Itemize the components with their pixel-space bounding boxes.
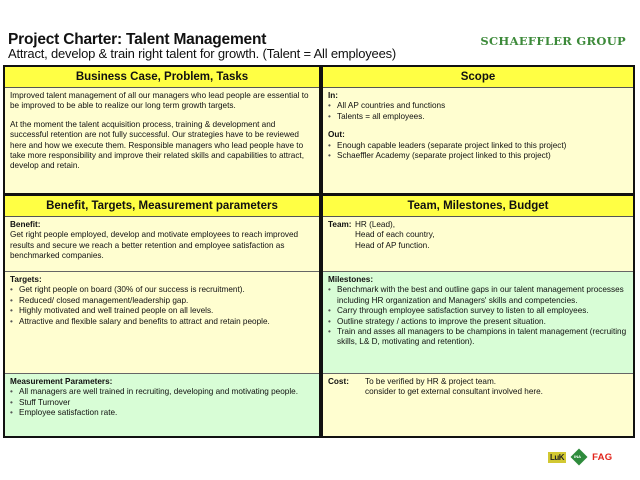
page-title: Project Charter: Talent Management: [8, 31, 267, 48]
cost-line: consider to get external consultant involved here.: [365, 387, 543, 397]
luk-logo: LuK: [550, 452, 565, 462]
ina-logo-text: INA: [574, 453, 582, 459]
target-item: • Attractive and flexible salary and benefits to attract and retain people.: [10, 317, 314, 327]
target-item: • Get right people on board (30% of our success is recruitment).: [10, 285, 314, 295]
scope-heading: Scope: [323, 67, 633, 88]
milestone-item: • Train and asses all managers to be champions in talent management (recruiting skills, L& D, motivating and retention).: [328, 327, 628, 348]
team-member: Head of each country,: [355, 230, 435, 240]
business-case-heading: Business Case, Problem, Tasks: [5, 67, 319, 88]
measurement-cell: [5, 374, 319, 436]
team-cell: [323, 217, 633, 271]
charter-grid: [3, 65, 635, 438]
target-item: • Reduced/ closed management/leadership gap.: [10, 296, 314, 306]
benefit-heading: Benefit, Targets, Measurement parameters: [5, 196, 319, 217]
milestone-item: • Outline strategy / actions to improve the present situation.: [328, 317, 628, 327]
scope-cell: [323, 88, 633, 193]
cost-line: To be verified by HR & project team.: [365, 377, 497, 386]
business-case-paragraph: Improved talent management of all our managers who lead people are essential to be improved to be able to realize our long term growth targets.: [10, 91, 309, 111]
fag-logo: FAG: [592, 451, 613, 463]
scope-in-label: In:: [328, 91, 339, 100]
cost-label: Cost:: [328, 377, 349, 386]
business-case-paragraph: At the moment the talent acquisition process, training & development and successful retention are not fully successful. Our strategies have to be reviewed here and how we execute them. Responsible managers who lead people have to take more responsibility and improve their related skills and capabilities to attract, develop and retain.: [10, 119, 304, 171]
right-column: [323, 67, 633, 436]
targets-cell: [5, 272, 319, 373]
cost-cell: [323, 374, 633, 436]
milestone-item: • Benchmark with the best and outline gaps in our talent management processes including HR organization and Managers' skills and competencies.: [328, 285, 628, 306]
benefit-cell: [5, 217, 319, 271]
benefit-text: Get right people employed, develop and motivate employees to reach improved results and secure we reach a better retention and employee satisfaction as benchmarked companies.: [10, 230, 299, 261]
left-column: [5, 67, 319, 436]
measurement-item: • All managers are well trained in recruiting, developing and motivating people.: [10, 387, 314, 397]
team-heading: Team, Milestones, Budget: [323, 196, 633, 217]
targets-label: Targets:: [10, 275, 42, 284]
scope-out-item: • Enough capable leaders (separate project linked to this project): [328, 141, 628, 151]
scope-out-item: • Schaeffler Academy (separate project linked to this project): [328, 151, 628, 161]
brand-logo: SCHAEFFLER GROUP: [480, 34, 626, 48]
measurement-item: • Stuff Turnover: [10, 398, 314, 408]
team-member: Head of AP function.: [355, 240, 430, 250]
target-item: • Highly motivated and well trained people on all levels.: [10, 306, 314, 316]
scope-in-item: • All AP countries and functions: [328, 101, 628, 111]
team-label: Team:: [328, 220, 352, 229]
scope-in-item: • Talents = all employees.: [328, 112, 628, 122]
scope-out-label: Out:: [328, 130, 345, 140]
team-member: HR (Lead),: [355, 220, 396, 229]
milestones-cell: [323, 272, 633, 373]
ina-logo: [571, 449, 588, 466]
milestones-label: Milestones:: [328, 275, 374, 284]
benefit-label: Benefit:: [10, 220, 41, 229]
milestone-item: • Carry through employee satisfaction survey to listen to all employees.: [328, 306, 628, 316]
measurement-item: • Employee satisfaction rate.: [10, 408, 314, 418]
footer-logos: [548, 451, 613, 463]
business-case-cell: [5, 88, 319, 193]
page-subtitle: Attract, develop & train right talent for growth. (Talent = All employees): [8, 46, 397, 61]
measurement-label: Measurement Parameters:: [10, 377, 113, 386]
